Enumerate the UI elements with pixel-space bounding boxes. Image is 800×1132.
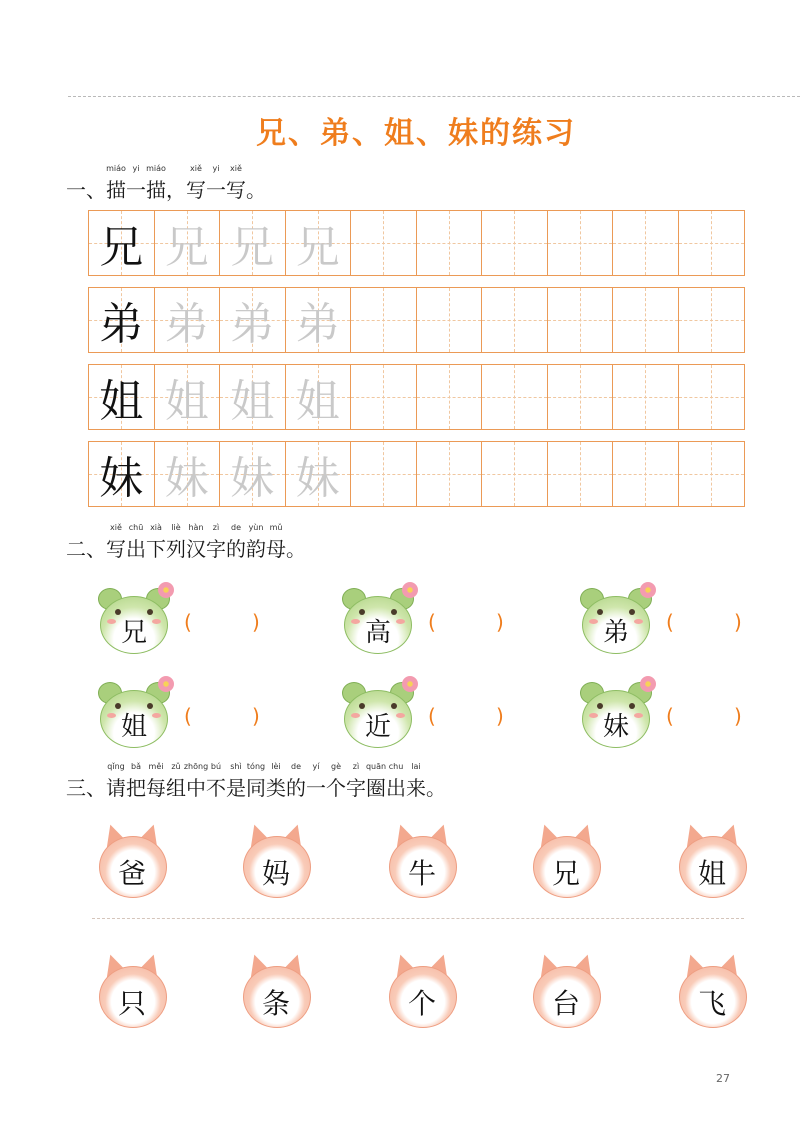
- pinyin-annotation: xiě: [110, 523, 122, 532]
- heading-char: [386, 762, 406, 800]
- cat-head-icon[interactable]: [386, 824, 458, 898]
- heading-char-text: 韵: [246, 537, 266, 561]
- heading-char-text: 的: [286, 776, 306, 800]
- pinyin-annotation: měi: [148, 762, 164, 771]
- page-number: 27: [716, 1072, 730, 1085]
- pinyin-annotation: lèi: [271, 762, 281, 771]
- heading-char-text: 写: [106, 537, 126, 561]
- cat-character: 妈: [261, 857, 290, 890]
- heading-char-text: ，: [166, 178, 186, 202]
- trace-character: 弟: [230, 299, 275, 350]
- grid-cell[interactable]: [679, 365, 745, 429]
- heading-char-text: 描: [146, 178, 166, 202]
- answer-paren-close: ): [252, 610, 260, 634]
- grid-cell[interactable]: [89, 442, 155, 506]
- flower-icon: [402, 582, 418, 598]
- pinyin-annotation: xiě: [190, 164, 202, 173]
- cat-character: 兄: [551, 857, 580, 890]
- heading-char-text: 同: [246, 776, 266, 800]
- frog-character: 弟: [602, 618, 629, 648]
- grid-row: [88, 287, 745, 353]
- section-number: 三、: [66, 776, 106, 800]
- grid-cell[interactable]: [482, 365, 548, 429]
- heading-char-text: 一: [206, 178, 226, 202]
- pinyin-annotation: xiě: [230, 164, 242, 173]
- heading-char-text: 字: [346, 776, 366, 800]
- pinyin-annotation: gè: [331, 762, 341, 771]
- grid-row: [88, 441, 745, 507]
- grid-cell[interactable]: [417, 442, 483, 506]
- flower-icon: [640, 676, 656, 692]
- cat-character: 爸: [117, 857, 146, 890]
- heading-char: [426, 776, 446, 800]
- cat-head-icon[interactable]: [96, 954, 168, 1028]
- heading-char: [166, 523, 186, 561]
- page-title: 兄、弟、姐、妹的练习: [256, 116, 576, 151]
- heading-char: [126, 762, 146, 800]
- heading-char: [146, 762, 166, 800]
- model-character: 弟: [99, 299, 144, 350]
- grid-row: [88, 210, 745, 276]
- grid-cell[interactable]: [286, 211, 352, 275]
- pinyin-annotation: liè: [171, 523, 181, 532]
- heading-char-text: 组: [166, 776, 186, 800]
- heading-char: [246, 762, 266, 800]
- heading-char-text: 母: [266, 537, 286, 561]
- frog-head-icon: [96, 676, 172, 748]
- cat-character: 飞: [697, 987, 726, 1020]
- heading-char-text: 来: [406, 776, 426, 800]
- pinyin-annotation: quān: [365, 762, 387, 771]
- frog-character: 妹: [602, 712, 629, 742]
- heading-char-text: 每: [146, 776, 166, 800]
- grid-cell[interactable]: [482, 288, 548, 352]
- heading-char-text: 一: [306, 776, 326, 800]
- answer-blank[interactable]: [196, 610, 250, 634]
- cat-character: 台: [551, 987, 580, 1020]
- heading-char: [166, 762, 186, 800]
- heading-char: [166, 178, 186, 202]
- heading-char: [326, 762, 346, 800]
- heading-char-text: 描: [106, 178, 126, 202]
- pinyin-annotation: shì: [230, 762, 242, 771]
- heading-char-text: 写: [226, 178, 246, 202]
- trace-character: 弟: [164, 299, 209, 350]
- heading-char: [266, 762, 286, 800]
- grid-cell[interactable]: [482, 442, 548, 506]
- heading-char-text: 个: [326, 776, 346, 800]
- pinyin-annotation: mǔ: [269, 523, 283, 532]
- heading-char-text: 汉: [186, 537, 206, 561]
- grid-cell[interactable]: [613, 442, 679, 506]
- grid-cell[interactable]: [548, 288, 614, 352]
- cat-head-icon[interactable]: [96, 824, 168, 898]
- grid-cell[interactable]: [155, 288, 221, 352]
- trace-character: 妹: [230, 453, 275, 504]
- grid-cell[interactable]: [351, 442, 417, 506]
- grid-cell[interactable]: [548, 211, 614, 275]
- pinyin-annotation: chū: [128, 523, 144, 532]
- grid-cell[interactable]: [155, 442, 221, 506]
- grid-cell[interactable]: [417, 288, 483, 352]
- pinyin-annotation: zǔ: [171, 762, 181, 771]
- cat-head-icon[interactable]: [530, 824, 602, 898]
- group-divider: [92, 918, 744, 919]
- grid-cell[interactable]: [351, 211, 417, 275]
- pinyin-annotation: zì: [352, 762, 360, 771]
- grid-cell[interactable]: [155, 211, 221, 275]
- heading-char-text: 请: [106, 776, 126, 800]
- trace-character: 姐: [164, 376, 209, 427]
- heading-char: [126, 164, 146, 202]
- pinyin-annotation: yi: [132, 164, 140, 173]
- answer-blank[interactable]: [196, 704, 250, 728]
- pinyin-annotation: de: [291, 762, 301, 771]
- section-number: 一、: [66, 178, 106, 202]
- answer-paren-open: (: [666, 704, 674, 728]
- answer-blank[interactable]: [678, 704, 732, 728]
- cat-head-icon[interactable]: [676, 954, 748, 1028]
- heading-char-text: 。: [426, 776, 446, 800]
- grid-cell[interactable]: [613, 211, 679, 275]
- answer-paren-open: (: [184, 704, 192, 728]
- grid-cell[interactable]: [613, 288, 679, 352]
- heading-char-text: 。: [246, 178, 266, 202]
- heading-char-text: 类: [266, 776, 286, 800]
- grid-cell[interactable]: [89, 288, 155, 352]
- grid-cell[interactable]: [679, 288, 745, 352]
- heading-char: [206, 164, 226, 202]
- pinyin-annotation: bǎ: [131, 762, 141, 771]
- heading-char: [306, 762, 326, 800]
- cat-character: 姐: [697, 857, 726, 890]
- cat-head-icon[interactable]: [240, 824, 312, 898]
- answer-paren-open: (: [428, 704, 436, 728]
- heading-char: [186, 523, 206, 561]
- flower-icon: [402, 676, 418, 692]
- answer-blank[interactable]: [440, 610, 494, 634]
- grid-cell[interactable]: [417, 211, 483, 275]
- cat-head-icon[interactable]: [386, 954, 458, 1028]
- heading-char-text: 出: [386, 776, 406, 800]
- pinyin-annotation: zì: [212, 523, 220, 532]
- grid-cell[interactable]: [286, 288, 352, 352]
- answer-blank[interactable]: [440, 704, 494, 728]
- heading-char: [346, 762, 366, 800]
- cat-character: 牛: [407, 857, 436, 890]
- grid-cell[interactable]: [220, 365, 286, 429]
- heading-char: [106, 164, 126, 202]
- trace-character: 兄: [230, 222, 275, 273]
- pinyin-annotation: chu: [388, 762, 404, 771]
- heading-char: [106, 523, 126, 561]
- heading-char: [206, 523, 226, 561]
- frog-head-icon: [578, 676, 654, 748]
- frog-head-icon: [340, 582, 416, 654]
- pinyin-annotation: miáo: [146, 164, 166, 173]
- pinyin-annotation: xià: [150, 523, 162, 532]
- grid-cell[interactable]: [351, 288, 417, 352]
- heading-char-text: 出: [126, 537, 146, 561]
- pinyin-annotation: de: [231, 523, 241, 532]
- heading-char: [146, 523, 166, 561]
- heading-char: [226, 164, 246, 202]
- pinyin-annotation: hàn: [188, 523, 204, 532]
- heading-char: [186, 164, 206, 202]
- heading-char-text: 写: [186, 178, 206, 202]
- trace-character: 妹: [164, 453, 209, 504]
- answer-paren-close: ): [734, 704, 742, 728]
- cat-head-icon[interactable]: [676, 824, 748, 898]
- grid-cell[interactable]: [679, 211, 745, 275]
- heading-char-text: 把: [126, 776, 146, 800]
- pinyin-annotation: lai: [411, 762, 421, 771]
- grid-cell[interactable]: [220, 442, 286, 506]
- heading-char-text: 下: [146, 537, 166, 561]
- heading-char: [246, 178, 266, 202]
- trace-character: 妹: [295, 453, 340, 504]
- heading-char-text: 列: [166, 537, 186, 561]
- heading-char-text: 不: [206, 776, 226, 800]
- heading-char: [406, 762, 426, 800]
- section-1-heading: [66, 164, 266, 202]
- grid-cell[interactable]: [286, 442, 352, 506]
- pinyin-annotation: yí: [312, 762, 320, 771]
- top-dashed-rule: [68, 96, 800, 97]
- flower-icon: [158, 582, 174, 598]
- grid-row: [88, 364, 745, 430]
- grid-cell[interactable]: [220, 288, 286, 352]
- heading-char-text: 是: [226, 776, 246, 800]
- answer-paren-close: ): [496, 704, 504, 728]
- pinyin-annotation: yùn: [248, 523, 264, 532]
- heading-char-text: 字: [206, 537, 226, 561]
- trace-character: 兄: [295, 222, 340, 273]
- heading-char: [126, 523, 146, 561]
- answer-paren-open: (: [428, 610, 436, 634]
- model-character: 妹: [99, 453, 144, 504]
- frog-head-icon: [578, 582, 654, 654]
- frog-character: 高: [364, 618, 391, 648]
- answer-paren-close: ): [252, 704, 260, 728]
- cat-head-icon[interactable]: [240, 954, 312, 1028]
- trace-character: 兄: [164, 222, 209, 273]
- heading-char: [206, 762, 226, 800]
- cat-character: 个: [407, 987, 436, 1020]
- model-character: 兄: [99, 222, 144, 273]
- grid-cell[interactable]: [548, 365, 614, 429]
- heading-char: [365, 762, 387, 800]
- flower-icon: [640, 582, 656, 598]
- answer-paren-close: ): [734, 610, 742, 634]
- section-2-heading: [66, 523, 306, 561]
- frog-head-icon: [340, 676, 416, 748]
- grid-cell[interactable]: [482, 211, 548, 275]
- heading-char-text: 一: [126, 178, 146, 202]
- heading-char: [226, 523, 246, 561]
- heading-char: [226, 762, 246, 800]
- cat-head-icon[interactable]: [530, 954, 602, 1028]
- heading-char-text: 圈: [366, 776, 386, 800]
- pinyin-annotation: miáo: [106, 164, 126, 173]
- section-3-heading: [66, 762, 446, 800]
- frog-head-icon: [96, 582, 172, 654]
- heading-char: [266, 523, 286, 561]
- heading-char-text: 的: [226, 537, 246, 561]
- heading-char: [146, 164, 166, 202]
- grid-cell[interactable]: [155, 365, 221, 429]
- heading-char-text: 中: [186, 776, 206, 800]
- frog-character: 近: [364, 712, 391, 742]
- heading-char-text: 。: [286, 537, 306, 561]
- grid-cell[interactable]: [351, 365, 417, 429]
- model-character: 姐: [99, 376, 144, 427]
- frog-character: 姐: [120, 712, 147, 742]
- answer-blank[interactable]: [678, 610, 732, 634]
- grid-cell[interactable]: [679, 442, 745, 506]
- grid-cell[interactable]: [613, 365, 679, 429]
- grid-cell[interactable]: [286, 365, 352, 429]
- answer-paren-close: ): [496, 610, 504, 634]
- trace-character: 姐: [230, 376, 275, 427]
- grid-cell[interactable]: [548, 442, 614, 506]
- pinyin-annotation: tóng: [246, 762, 266, 771]
- heading-char: [286, 762, 306, 800]
- answer-paren-open: (: [666, 610, 674, 634]
- trace-character: 姐: [295, 376, 340, 427]
- grid-cell[interactable]: [220, 211, 286, 275]
- flower-icon: [158, 676, 174, 692]
- pinyin-annotation: qǐng: [107, 762, 125, 771]
- cat-character: 条: [261, 987, 290, 1020]
- cat-character: 只: [117, 987, 146, 1020]
- pinyin-annotation: yi: [212, 164, 220, 173]
- heading-char: [246, 523, 266, 561]
- grid-cell[interactable]: [89, 365, 155, 429]
- grid-cell[interactable]: [89, 211, 155, 275]
- pinyin-annotation: zhōng: [183, 762, 209, 771]
- grid-cell[interactable]: [417, 365, 483, 429]
- writing-practice-grid: [88, 210, 745, 518]
- answer-paren-open: (: [184, 610, 192, 634]
- heading-char: [183, 762, 209, 800]
- frog-character: 兄: [120, 618, 147, 648]
- heading-char: [106, 762, 126, 800]
- section-number: 二、: [66, 537, 106, 561]
- pinyin-annotation: bú: [210, 762, 222, 771]
- heading-char: [286, 537, 306, 561]
- trace-character: 弟: [295, 299, 340, 350]
